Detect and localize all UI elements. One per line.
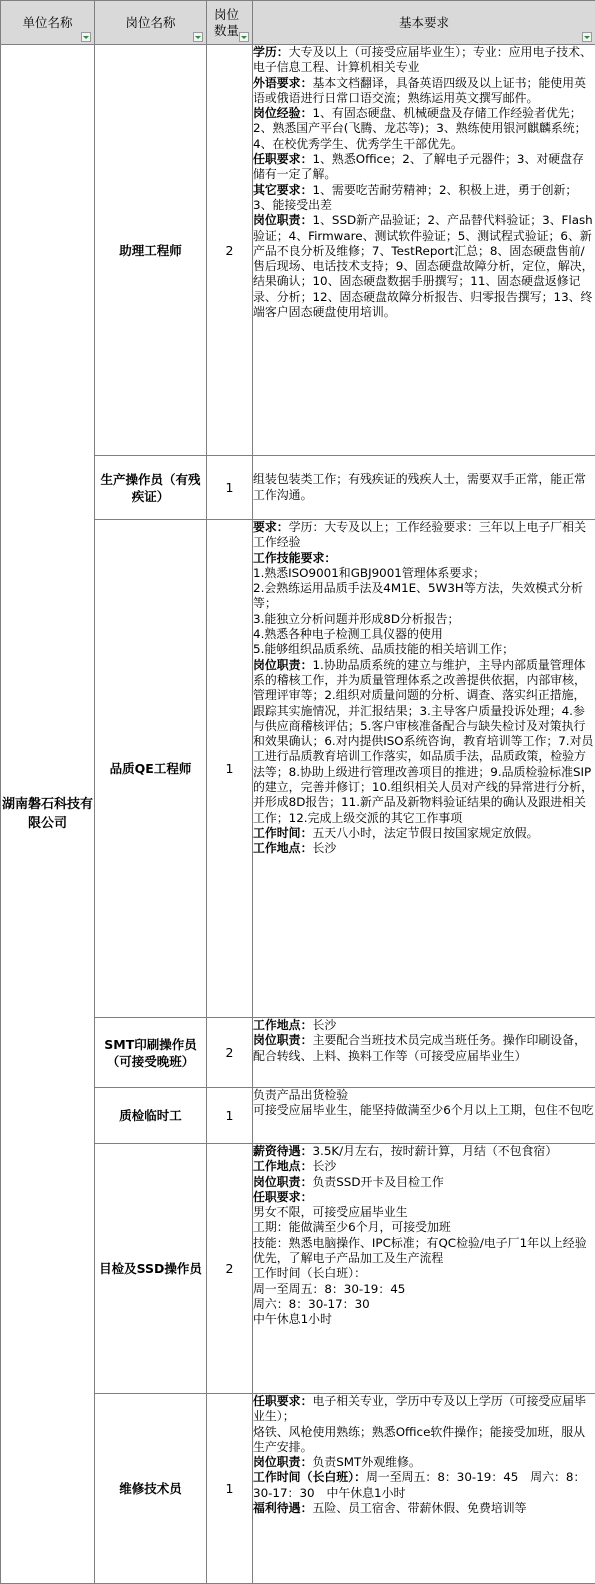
position-cell: 品质QE工程师	[95, 520, 207, 1018]
requirement-line	[253, 658, 595, 826]
requirement-text: 五险、员工宿舍、带薪休假、免费培训等	[312, 1501, 526, 1515]
requirement-text: 5.能够组织品质系统、品质技能的相关培训工作；	[253, 642, 514, 656]
requirement-text: 周一至周五：8：30-19：45	[253, 1282, 405, 1296]
requirement-text: 可接受应届毕业生，能坚持做满至少6个月以上工期，包住不包吃	[253, 1103, 594, 1117]
requirement-text: 工期：能做满至少6个月，可接受加班	[253, 1220, 451, 1234]
count-cell: 2	[207, 45, 253, 456]
requirement-label: 外语要求：	[253, 76, 312, 90]
requirement-line	[253, 1033, 595, 1064]
requirement-text: 烙铁、风枪使用熟练；熟悉Office软件操作；能接受加班，服从生产安排。	[253, 1425, 585, 1454]
requirement-text: 男女不限，可接受应届毕业生	[253, 1205, 408, 1219]
requirement-text: 周一至周五：8：30-19：45 周六：8：30-17：30 中午休息1小时	[253, 1470, 585, 1499]
requirement-line	[253, 45, 595, 76]
requirement-text: 中午休息1小时	[253, 1312, 332, 1326]
requirement-label: 工作技能要求：	[253, 551, 336, 565]
requirement-text: 2.会熟练运用品质手法及4M1E、5W3H等方法，失效模式分析等；	[253, 581, 583, 610]
table-row	[1, 45, 595, 456]
requirement-label: 岗位经验：	[253, 106, 312, 120]
header-company-label: 单位名称	[22, 15, 72, 30]
requirement-text: 大专及以上（可接受应届毕业生）；专业：应用电子技术、电子信息工程、计算机相关专业	[253, 45, 592, 74]
requirement-label: 福利待遇：	[253, 1501, 312, 1515]
requirements-cell	[253, 1394, 595, 1584]
count-cell: 1	[207, 1394, 253, 1584]
requirement-line	[253, 106, 595, 152]
requirement-line	[253, 213, 595, 320]
requirement-line	[253, 1297, 595, 1312]
requirement-label: 岗位职责：	[253, 1175, 312, 1189]
requirement-line	[253, 1501, 595, 1516]
requirement-line	[253, 581, 595, 612]
requirement-text: 负责SSD开卡及目检工作	[312, 1175, 443, 1189]
header-row	[1, 1, 595, 45]
position-cell: SMT印刷操作员（可接受晚班）	[95, 1018, 207, 1088]
header-position-label: 岗位名称	[125, 15, 175, 30]
requirement-text: 1.协助品质系统的建立与维护，主导内部质量管理体系的稽核工作，并为质量管理体系之改善提供依据，内部审核，管理评审等；2.组织对质量问题的分析、调查、落实纠正措施，跟踪其实施情况，并汇报结果；3.主导客户质量投诉处理；4.参与供应商稽核评估；5.客户审核准备配合与缺失检讨及对策执行和效果确认；6.对内提供ISO系统咨询，教育培训等工作；7.对员工进行品质教育培训工作落实，如品质手法，品质政策，检验方法等；8.协助上级进行管理改善项目的推进；9.品质检验标准SIP的建立，完善并修订；10.组织相关人员对产线的异常进行分析，并形成8D报告；11.新产品及新物料验证结果的确认及跟进相关工作；12.完成上级交派的其它工作事项	[253, 658, 593, 825]
count-cell: 1	[207, 1088, 253, 1144]
requirement-text: 基本文档翻译，具备英语四级及以上证书；能使用英语或俄语进行日常口语交流；熟练运用英文撰写邮件。	[253, 76, 586, 105]
requirement-text: 3.能独立分析问题并形成8D分析报告；	[253, 612, 459, 626]
requirement-text: 1、SSD新产品验证；2、产品替代料验证；3、Flash验证；4、Firmware、测试软件验证；5、测试程式验证；6、新产品不良分析及维修；7、TestReport汇总；8、固态硬盘售前/售后现场、电话技术支持；9、固态硬盘故障分析，定位，解决，结果确认；10、固态硬盘数据手册撰写；11、固态硬盘返修记录、分析；12、固态硬盘故障分析报告、归零报告撰写；13、终端客户固态硬盘使用培训。	[253, 213, 594, 319]
requirement-line	[253, 1190, 595, 1205]
requirement-line	[253, 1282, 595, 1297]
requirement-text: 五天八小时，法定节假日按国家规定放假。	[312, 826, 538, 840]
requirement-text: 1、熟悉Office；2、了解电子元器件；3、对硬盘存储有一定了解。	[253, 152, 584, 181]
position-cell: 目检及SSD操作员	[95, 1144, 207, 1394]
requirement-text: 4.熟悉各种电子检测工具仪器的使用	[253, 627, 443, 641]
count-cell: 2	[207, 1144, 253, 1394]
requirement-line	[253, 1205, 595, 1220]
requirement-label: 工作时间（长白班）：	[253, 1470, 366, 1484]
requirements-cell	[253, 45, 595, 456]
filter-dropdown-icon[interactable]	[582, 32, 592, 42]
requirement-line	[253, 642, 595, 657]
requirement-line	[253, 520, 595, 551]
header-requirements	[253, 1, 595, 45]
requirement-line	[253, 551, 595, 566]
requirement-line	[253, 1236, 595, 1267]
position-cell: 维修技术员	[95, 1394, 207, 1584]
requirement-label: 薪资待遇：	[253, 1144, 312, 1158]
requirement-text: 学历：大专及以上；工作经验要求：三年以上电子厂相关工作经验	[253, 520, 586, 549]
requirement-text: 1、有固态硬盘、机械硬盘及存储工作经验者优先；2、熟悉国产平台(飞腾、龙芯等)；3、熟练使用银河麒麟系统；4、在校优秀学生、优秀学生干部优先。	[253, 106, 587, 151]
requirement-line	[253, 183, 595, 214]
requirement-line	[253, 566, 595, 581]
requirement-text: 负责SMT外观维修。	[312, 1455, 420, 1469]
requirement-line	[253, 1088, 595, 1103]
position-cell: 质检临时工	[95, 1088, 207, 1144]
count-cell: 1	[207, 456, 253, 520]
requirement-line	[253, 1266, 595, 1281]
requirement-line	[253, 1220, 595, 1235]
requirement-line	[253, 1425, 595, 1456]
requirement-line	[253, 1103, 595, 1118]
requirement-text: 组装包装类工作；有残疾证的残疾人士，需要双手正常，能正常工作沟通。	[253, 472, 586, 501]
requirement-line	[253, 1470, 595, 1501]
count-cell: 2	[207, 1018, 253, 1088]
requirement-text: 长沙	[312, 1018, 336, 1032]
requirement-text: 负责产品出货检验	[253, 1088, 348, 1102]
requirement-text: 1.熟悉ISO9001和GBJ9001管理体系要求；	[253, 566, 485, 580]
requirement-label: 岗位职责：	[253, 1455, 312, 1469]
requirement-label: 任职要求：	[253, 1394, 312, 1408]
header-position	[95, 1, 207, 45]
header-requirements-label: 基本要求	[399, 15, 449, 30]
requirement-text: 1、需要吃苦耐劳精神；2、积极上进，勇于创新；3、能接受出差	[253, 183, 577, 212]
filter-dropdown-icon[interactable]	[239, 32, 249, 42]
requirement-text: 技能：熟悉电脑操作、IPC标准；有QC检验/电子厂1年以上经验优先，了解电子产品加工及生产流程	[253, 1236, 587, 1265]
requirement-text: 长沙	[312, 841, 336, 855]
requirement-text: 电子相关专业，学历中专及以上学历（可接受应届毕业生）；	[253, 1394, 586, 1423]
requirement-text: 周六：8：30-17：30	[253, 1297, 370, 1311]
requirement-label: 岗位职责：	[253, 658, 312, 672]
filter-dropdown-icon[interactable]	[193, 32, 203, 42]
header-count	[207, 1, 253, 45]
requirement-line	[253, 1455, 595, 1470]
requirements-cell	[253, 1018, 595, 1088]
requirement-line	[253, 1394, 595, 1425]
requirements-cell	[253, 1088, 595, 1144]
position-cell: 生产操作员（有残疾证）	[95, 456, 207, 520]
requirement-label: 任职要求：	[253, 152, 312, 166]
requirement-line	[253, 612, 595, 627]
requirement-line	[253, 1159, 595, 1174]
requirement-line	[253, 826, 595, 841]
requirement-label: 工作时间：	[253, 826, 312, 840]
header-count-label: 岗位数量	[214, 7, 239, 38]
requirements-cell	[253, 520, 595, 1018]
requirement-line	[253, 1144, 595, 1159]
requirement-label: 岗位职责：	[253, 1033, 312, 1047]
requirement-line	[253, 841, 595, 856]
requirement-text: 主要配合当班技术员完成当班任务。操作印刷设备，配合转线、上料、换料工作等（可接受应届毕业生）	[253, 1033, 586, 1062]
filter-dropdown-icon[interactable]	[81, 32, 91, 42]
count-cell: 1	[207, 520, 253, 1018]
requirement-label: 工作地点：	[253, 1159, 312, 1173]
requirement-label: 其它要求：	[253, 183, 312, 197]
header-company	[1, 1, 95, 45]
requirements-cell	[253, 1144, 595, 1394]
company-cell: 湖南磐石科技有限公司	[1, 45, 95, 1584]
requirement-text: 长沙	[312, 1159, 336, 1173]
requirement-line	[253, 472, 595, 503]
requirement-label: 工作地点：	[253, 1018, 312, 1032]
requirement-text: 工作时间（长白班）：	[253, 1266, 366, 1280]
requirement-label: 任职要求：	[253, 1190, 312, 1204]
position-cell: 助理工程师	[95, 45, 207, 456]
requirement-line	[253, 1175, 595, 1190]
requirement-line	[253, 1018, 595, 1033]
requirement-line	[253, 76, 595, 107]
requirement-line	[253, 152, 595, 183]
requirement-label: 要求：	[253, 520, 289, 534]
requirement-label: 工作地点：	[253, 841, 312, 855]
requirement-text: 3.5K/月左右，按时薪计算，月结（不包食宿）	[312, 1144, 557, 1158]
requirement-line	[253, 627, 595, 642]
requirement-label: 学历：	[253, 45, 289, 59]
requirements-cell	[253, 456, 595, 520]
requirement-line	[253, 1312, 595, 1327]
requirement-label: 岗位职责：	[253, 213, 312, 227]
